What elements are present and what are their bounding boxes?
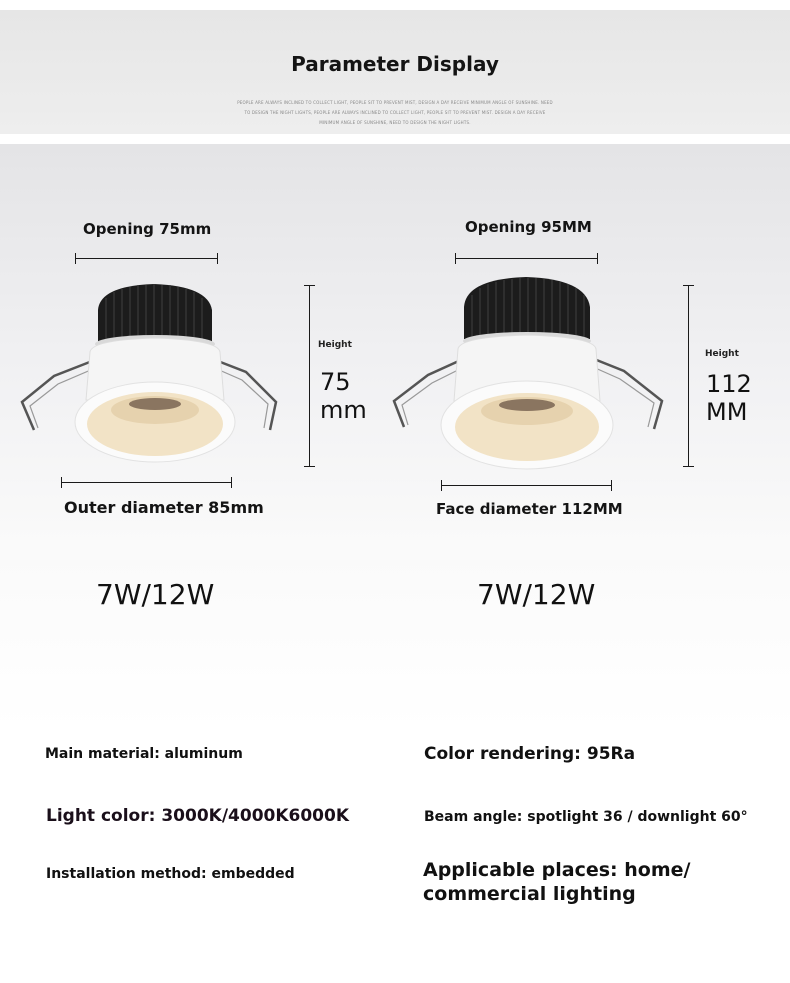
spec-light-color: Light color: 3000K/4000K6000K [46,806,350,826]
diameter-label-2: Face diameter 112MM [436,500,623,518]
spec-applicable-places-line1: Applicable places: home/ [423,859,691,881]
parameter-panel [0,144,790,983]
height-label-1: Height [318,340,352,350]
spec-applicable-places-line2: commercial lighting [423,883,636,905]
diameter-dimension-line-2 [441,485,612,486]
header-subtitle: PEOPLE ARE ALWAYS INCLINED TO COLLECT LIGHT, PEOPLE SIT TO PREVENT MIST, DESIGN A DAY RECEIVE MINIMUM ANGLE OF SUNSHINE. NEED TO DESIGN THE NIGHT LIGHTS, PEOPLE ARE ALWAYS INCLINED TO COLLECT LIGHT, PEOPLE SIT TO PREVENT MIST. DESIGN A DAY RECEIVE MINIMUM ANGLE OF SUNSHINE, NEED TO DESIGN THE NIGHT LIGHTS. [237,100,553,125]
opening-label-1: Opening 75mm [83,220,212,238]
height-dimension-line-2 [688,285,689,467]
diameter-label-1: Outer diameter 85mm [64,498,264,517]
height-label-2: Height [705,349,739,359]
downlight-75mm-image [14,280,286,470]
height-value-2: 112 MM [706,370,752,426]
spec-beam-angle: Beam angle: spotlight 36 / downlight 60° [424,809,748,825]
spec-main-material: Main material: aluminum [45,746,243,762]
height-dimension-line-1 [309,285,310,467]
wattage-label-2: 7W/12W [477,578,596,611]
opening-dimension-line-1 [75,258,218,259]
spec-installation-method: Installation method: embedded [46,866,295,882]
downlight-112mm-image [384,275,672,490]
diameter-dimension-line-1 [61,482,232,483]
height-value-1: 75 mm [320,368,367,424]
page-title: Parameter Display [291,52,499,76]
opening-dimension-line-2 [455,258,598,259]
spec-color-rendering: Color rendering: 95Ra [424,744,636,764]
opening-label-2: Opening 95MM [465,218,592,236]
header-banner [0,10,790,134]
wattage-label-1: 7W/12W [96,578,215,611]
